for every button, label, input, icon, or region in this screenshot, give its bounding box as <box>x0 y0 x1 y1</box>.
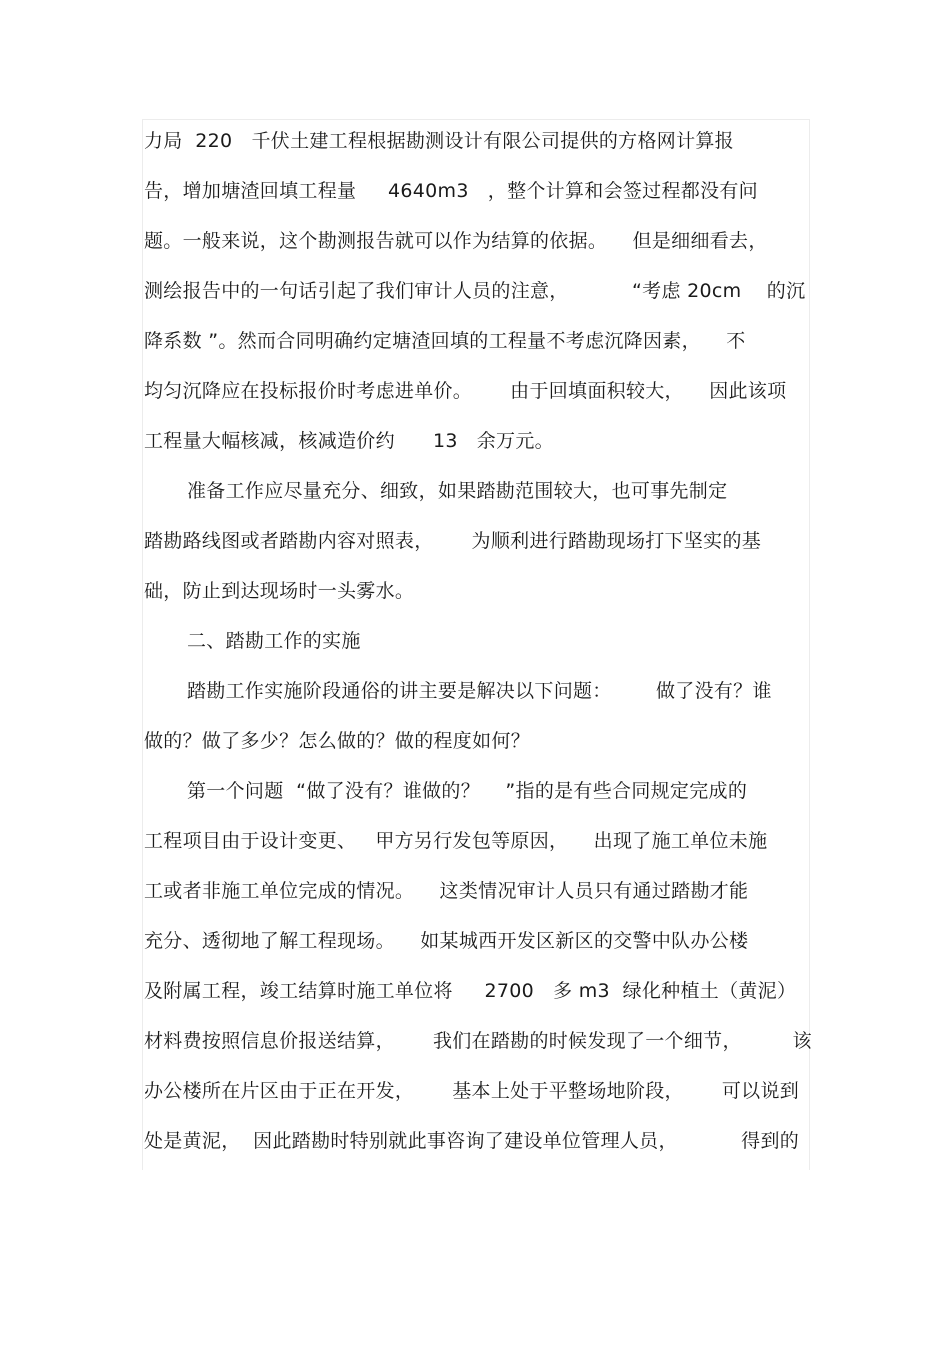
paragraph-question-line-2: 工程项目由于设计变更、 甲方另行发包等原因， 出现了施工单位未施 <box>144 830 768 852</box>
paragraph-implementation-line-2: 做的？做了多少？怎么做的？做的程度如何？ <box>144 730 531 752</box>
body-line-7: 工程量大幅核减，核减造价约 13 余万元。 <box>144 430 554 452</box>
paragraph-implementation-line-1: 踏勘工作实施阶段通俗的讲主要是解决以下问题： 做了没有？谁 <box>187 680 772 702</box>
section-heading: 二、踏勘工作的实施 <box>187 630 361 652</box>
body-line-5: 降系数 ”。然而合同明确约定塘渣回填的工程量不考虑沉降因素， 不 <box>144 330 746 352</box>
body-line-1: 力局 220 千伏土建工程根据勘测设计有限公司提供的方格网计算报 <box>144 130 734 152</box>
paragraph-question-line-3: 工或者非施工单位完成的情况。 这类情况审计人员只有通过踏勘才能 <box>144 880 749 902</box>
paragraph-question-line-4: 充分、透彻地了解工程现场。 如某城西开发区新区的交警中队办公楼 <box>144 930 749 952</box>
paragraph-question-line-1: 第一个问题 “做了没有？谁做的？ ”指的是有些合同规定完成的 <box>187 780 748 802</box>
body-line-6: 均匀沉降应在投标报价时考虑进单价。 由于回填面积较大， 因此该项 <box>144 380 787 402</box>
paragraph-question-line-8: 处是黄泥， 因此踏勘时特别就此事咨询了建设单位管理人员， 得到的 <box>144 1130 800 1152</box>
paragraph-question-line-7: 办公楼所在片区由于正在开发， 基本上处于平整场地阶段， 可以说到 <box>144 1080 800 1102</box>
paragraph-question-line-6: 材料费按照信息价报送结算， 我们在踏勘的时候发现了一个细节， 该 <box>144 1030 812 1052</box>
body-line-2: 告，增加塘渣回填工程量 4640m3 ，整个计算和会签过程都没有问 <box>144 180 758 202</box>
paragraph-prep-line-2: 踏勘路线图或者踏勘内容对照表， 为顺利进行踏勘现场打下坚实的基 <box>144 530 762 552</box>
body-line-3: 题。一般来说，这个勘测报告就可以作为结算的依据。 但是细细看去， <box>144 230 768 252</box>
paragraph-prep-line-3: 础，防止到达现场时一头雾水。 <box>144 580 415 602</box>
paragraph-question-line-5: 及附属工程，竣工结算时施工单位将 2700 多 m3 绿化种植土（黄泥） <box>144 980 797 1002</box>
paragraph-prep-line-1: 准备工作应尽量充分、细致，如果踏勘范围较大，也可事先制定 <box>187 480 728 502</box>
body-line-4: 测绘报告中的一句话引起了我们审计人员的注意， “考虑 20cm 的沉 <box>144 280 806 302</box>
